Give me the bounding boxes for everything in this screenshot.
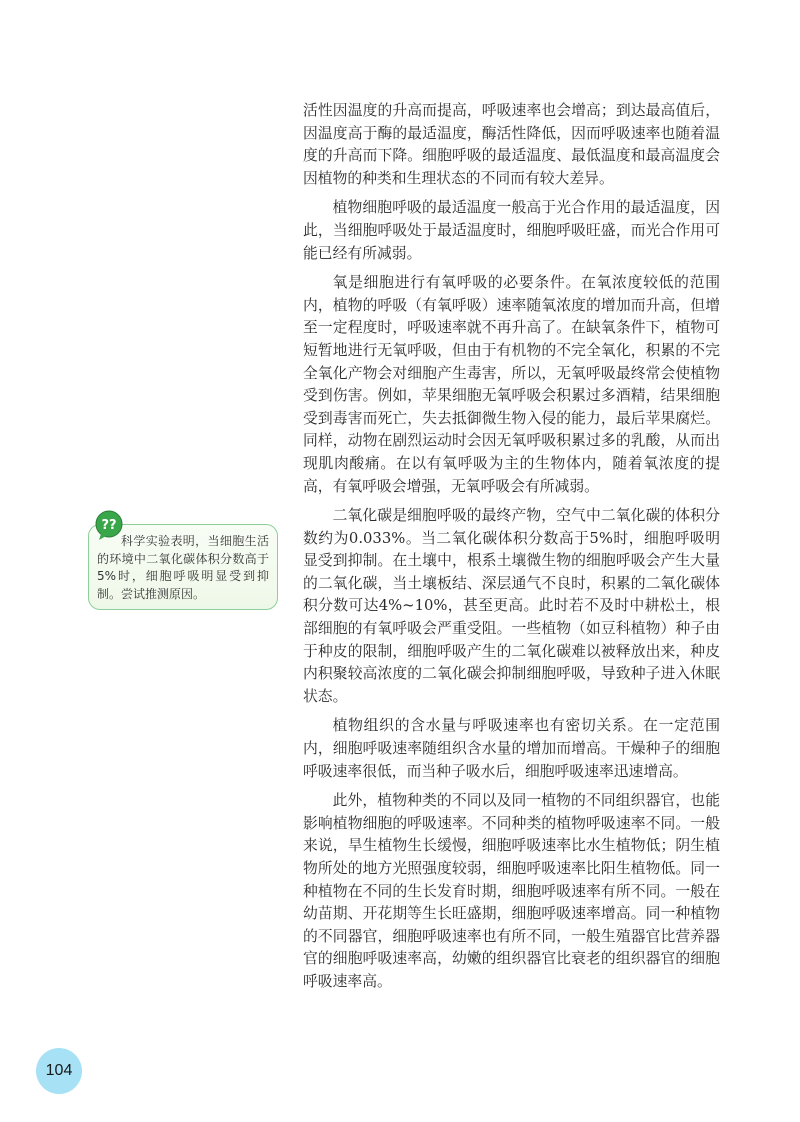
svg-text:??: ?? (101, 518, 117, 533)
page-number: 104 (36, 1048, 82, 1094)
paragraph-temperature-cont: 活性因温度的升高而提高，呼吸速率也会增高；到达最高值后，因温度高于酶的最适温度，酶活性降低，因而呼吸速率也随着温度的升高而下降。细胞呼吸的最适温度、最低温度和最高温度会因植物的种类和生理状态的不同而有较大差异。 (303, 102, 720, 187)
side-note-box (88, 518, 278, 610)
paragraph-optimal-temperature: 植物细胞呼吸的最适温度一般高于光合作用的最适温度，因此，当细胞呼吸处于最适温度时，细胞呼吸旺盛，而光合作用可能已经有所减弱。 (303, 199, 720, 262)
paragraph-oxygen: 氧是细胞进行有氧呼吸的必要条件。在氧浓度较低的范围内，植物的呼吸（有氧呼吸）速率随氧浓度的增加而升高，但增至一定程度时，呼吸速率就不再升高了。在缺氧条件下，植物可短暂地进行无氧呼吸，但由于有机物的不完全氧化，积累的不完全氧化产物会对细胞产生毒害，所以，无氧呼吸最终常会使植物受到伤害。例如，苹果细胞无氧呼吸会积累过多酒精，结果细胞受到毒害而死亡，失去抵御微生物入侵的能力，最后苹果腐烂。同样，动物在剧烈运动时会因无氧呼吸积累过多的乳酸，从而出现肌肉酸痛。在以有氧呼吸为主的生物体内，随着氧浓度的提高，有氧呼吸会增强，无氧呼吸会有所减弱。 (303, 274, 720, 495)
main-text-column (303, 100, 720, 1001)
paragraph-species-organs: 此外，植物种类的不同以及同一植物的不同组织器官，也能影响植物细胞的呼吸速率。不同种类的植物呼吸速率不同。一般来说，旱生植物生长缓慢，细胞呼吸速率比水生植物低；阴生植物所处的地方光照强度较弱，细胞呼吸速率比阳生植物低。同一种植物在不同的生长发育时期，细胞呼吸速率有所不同。一般在幼苗期、开花期等生长旺盛期，细胞呼吸速率增高。同一种植物的不同器官，细胞呼吸速率也有所不同，一般生殖器官比营养器官的细胞呼吸速率高，幼嫩的组织器官比衰老的组织器官的细胞呼吸速率高。 (303, 792, 720, 990)
paragraph-carbon-dioxide: 二氧化碳是细胞呼吸的最终产物，空气中二氧化碳的体积分数约为0.033%。当二氧化碳体积分数高于5%时，细胞呼吸明显受到抑制。在土壤中，根系土壤微生物的细胞呼吸会产生大量的二氧化碳，当土壤板结、深层通气不良时，积累的二氧化碳体积分数可达4%~10%，甚至更高。此时若不及时中耕松土，根部细胞的有氧呼吸会严重受阻。一些植物（如豆科植物）种子由于种皮的限制，细胞呼吸产生的二氧化碳难以被释放出来，种皮内积聚较高浓度的二氧化碳会抑制细胞呼吸，导致种子进入休眠状态。 (303, 507, 720, 705)
paragraph-water-content: 植物组织的含水量与呼吸速率也有密切关系。在一定范围内，细胞呼吸速率随组织含水量的增加而增高。干燥种子的细胞呼吸速率很低，而当种子吸水后，细胞呼吸速率迅速增高。 (303, 717, 720, 780)
side-note-text: 科学实验表明，当细胞生活的环境中二氧化碳体积分数高于5%时，细胞呼吸明显受到抑制。尝试推测原因。 (97, 534, 269, 601)
